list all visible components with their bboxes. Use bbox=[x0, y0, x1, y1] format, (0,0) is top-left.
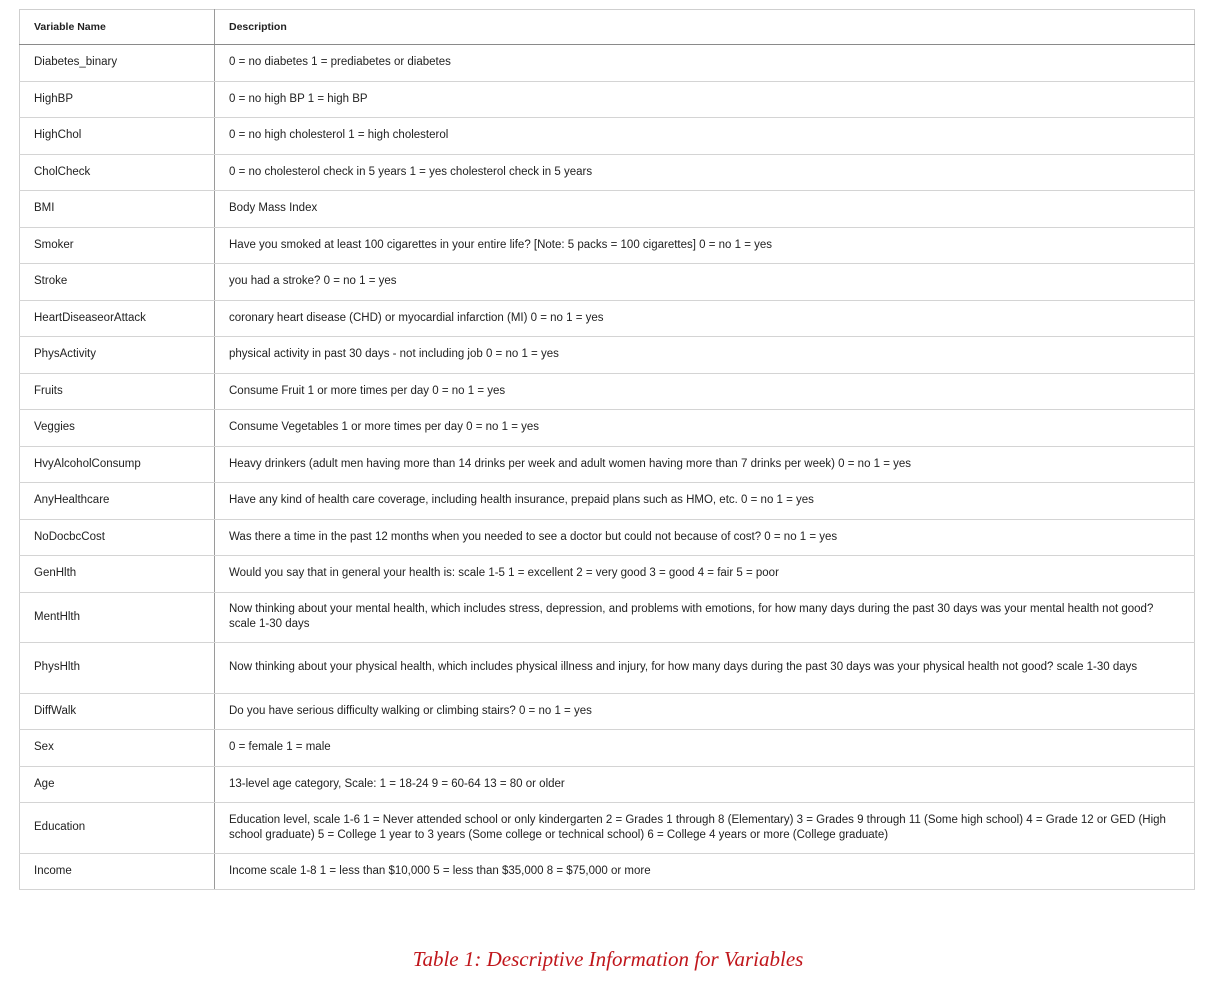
table-row bbox=[20, 592, 1195, 643]
variable-name-cell: Income bbox=[20, 853, 215, 890]
description-cell: Consume Fruit 1 or more times per day 0 = no 1 = yes bbox=[215, 373, 1195, 410]
description-cell: 0 = no cholesterol check in 5 years 1 = yes cholesterol check in 5 years bbox=[215, 154, 1195, 191]
description-cell: Consume Vegetables 1 or more times per day 0 = no 1 = yes bbox=[215, 410, 1195, 447]
table-row bbox=[20, 556, 1195, 593]
table-row bbox=[20, 81, 1195, 118]
variable-name-cell: HighBP bbox=[20, 81, 215, 118]
description-cell: 0 = no high BP 1 = high BP bbox=[215, 81, 1195, 118]
table-row bbox=[20, 337, 1195, 374]
description-cell: Now thinking about your mental health, which includes stress, depression, and problems with emotions, for how many days during the past 30 days was your mental health not good? scale 1-30 days bbox=[215, 592, 1195, 643]
variable-name-cell: Stroke bbox=[20, 264, 215, 301]
variable-name-cell: Sex bbox=[20, 730, 215, 767]
description-cell: Have you smoked at least 100 cigarettes in your entire life? [Note: 5 packs = 100 cigarettes] 0 = no 1 = yes bbox=[215, 227, 1195, 264]
variable-name-cell: MentHlth bbox=[20, 592, 215, 643]
variable-name-cell: CholCheck bbox=[20, 154, 215, 191]
header-description: Description bbox=[215, 10, 1195, 45]
variable-name-cell: Diabetes_binary bbox=[20, 45, 215, 82]
description-cell: Do you have serious difficulty walking or climbing stairs? 0 = no 1 = yes bbox=[215, 693, 1195, 730]
variable-name-cell: BMI bbox=[20, 191, 215, 228]
table-caption: Table 1: Descriptive Information for Variables bbox=[412, 947, 804, 971]
table-row bbox=[20, 853, 1195, 890]
variable-name-cell: Smoker bbox=[20, 227, 215, 264]
variable-name-cell: Education bbox=[20, 803, 215, 854]
variable-name-cell: HvyAlcoholConsump bbox=[20, 446, 215, 483]
description-cell: 0 = no high cholesterol 1 = high cholesterol bbox=[215, 118, 1195, 155]
variables-table bbox=[19, 9, 1195, 890]
variable-name-cell: HeartDiseaseorAttack bbox=[20, 300, 215, 337]
variable-name-cell: PhysHlth bbox=[20, 643, 215, 694]
variable-name-cell: GenHlth bbox=[20, 556, 215, 593]
description-cell: Now thinking about your physical health, which includes physical illness and injury, for how many days during the past 30 days was your physical health not good? scale 1-30 days bbox=[215, 643, 1195, 694]
table-row bbox=[20, 300, 1195, 337]
variable-name-cell: PhysActivity bbox=[20, 337, 215, 374]
table-row bbox=[20, 45, 1195, 82]
variable-name-cell: Fruits bbox=[20, 373, 215, 410]
description-cell: physical activity in past 30 days - not including job 0 = no 1 = yes bbox=[215, 337, 1195, 374]
variable-name-cell: NoDocbcCost bbox=[20, 519, 215, 556]
table-row bbox=[20, 227, 1195, 264]
description-cell: Education level, scale 1-6 1 = Never attended school or only kindergarten 2 = Grades 1 through 8 (Elementary) 3 = Grades 9 through 11 (Some high school) 4 = Grade 12 or GED (High school graduate) 5 = College 1 year to 3 years (Some college or technical school) 6 = College 4 years or more (College graduate) bbox=[215, 803, 1195, 854]
variable-name-cell: Veggies bbox=[20, 410, 215, 447]
description-cell: coronary heart disease (CHD) or myocardial infarction (MI) 0 = no 1 = yes bbox=[215, 300, 1195, 337]
table-header-row bbox=[20, 10, 1195, 45]
description-cell: Body Mass Index bbox=[215, 191, 1195, 228]
description-cell: Have any kind of health care coverage, including health insurance, prepaid plans such as HMO, etc. 0 = no 1 = yes bbox=[215, 483, 1195, 520]
table-row bbox=[20, 643, 1195, 694]
table-row bbox=[20, 373, 1195, 410]
variable-name-cell: DiffWalk bbox=[20, 693, 215, 730]
description-cell: 0 = female 1 = male bbox=[215, 730, 1195, 767]
description-cell: Heavy drinkers (adult men having more than 14 drinks per week and adult women having more than 7 drinks per week) 0 = no 1 = yes bbox=[215, 446, 1195, 483]
table-row bbox=[20, 693, 1195, 730]
description-cell: 0 = no diabetes 1 = prediabetes or diabetes bbox=[215, 45, 1195, 82]
table-row bbox=[20, 264, 1195, 301]
table-row bbox=[20, 191, 1195, 228]
variable-name-cell: Age bbox=[20, 766, 215, 803]
description-cell: 13-level age category, Scale: 1 = 18-24 9 = 60-64 13 = 80 or older bbox=[215, 766, 1195, 803]
table-row bbox=[20, 519, 1195, 556]
table-row bbox=[20, 410, 1195, 447]
description-cell: you had a stroke? 0 = no 1 = yes bbox=[215, 264, 1195, 301]
table-row bbox=[20, 118, 1195, 155]
table-row bbox=[20, 154, 1195, 191]
description-cell: Income scale 1-8 1 = less than $10,000 5 = less than $35,000 8 = $75,000 or more bbox=[215, 853, 1195, 890]
header-variable-name: Variable Name bbox=[20, 10, 215, 45]
variable-name-cell: HighChol bbox=[20, 118, 215, 155]
table-row bbox=[20, 803, 1195, 854]
variable-name-cell: AnyHealthcare bbox=[20, 483, 215, 520]
description-cell: Would you say that in general your health is: scale 1-5 1 = excellent 2 = very good 3 = good 4 = fair 5 = poor bbox=[215, 556, 1195, 593]
table-row bbox=[20, 730, 1195, 767]
table-row bbox=[20, 446, 1195, 483]
description-cell: Was there a time in the past 12 months when you needed to see a doctor but could not because of cost? 0 = no 1 = yes bbox=[215, 519, 1195, 556]
table-row bbox=[20, 483, 1195, 520]
table-row bbox=[20, 766, 1195, 803]
